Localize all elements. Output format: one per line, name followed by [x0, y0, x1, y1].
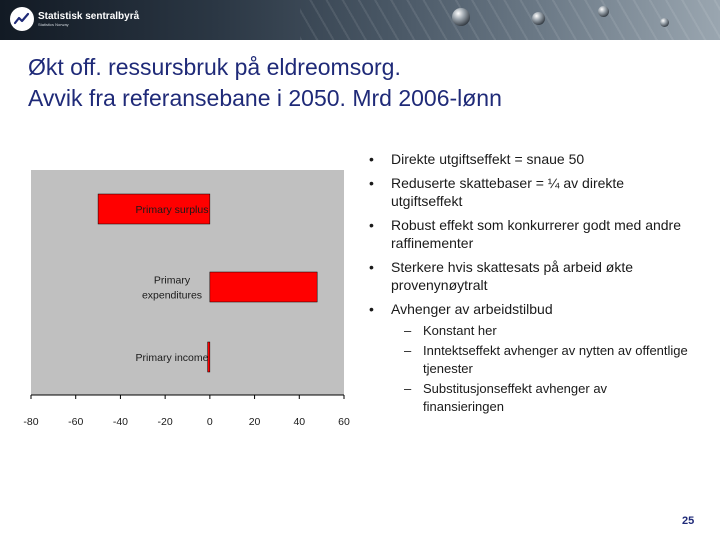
bullet-dot-icon: •: [369, 175, 374, 191]
dash-icon: –: [404, 343, 412, 358]
bullet-item: [368, 174, 688, 210]
page-number: 25: [682, 515, 695, 527]
x-tick-label: 40: [293, 416, 306, 428]
bullet-dot-icon: •: [369, 217, 374, 233]
category-label: Primary surplus: [135, 204, 209, 216]
sub-bullet-text: Konstant her: [423, 323, 497, 338]
bullet-item: [368, 258, 688, 294]
x-tick-label: 0: [206, 416, 213, 428]
bar-primary-expenditures: [210, 272, 317, 302]
dash-icon: –: [404, 323, 412, 338]
sub-bullet-item: [404, 342, 688, 378]
title-line-2: Avvik fra referansebane i 2050. Mrd 2006-lønn: [28, 85, 502, 111]
bullet-text: Robust effekt som konkurrerer godt med andre raffinementer: [391, 217, 682, 251]
bullet-item: [368, 150, 688, 168]
bullet-dot-icon: •: [369, 151, 374, 167]
bullet-text: Reduserte skattebaser = ¼ av direkte utgiftseffekt: [391, 175, 625, 209]
sub-bullet-list: [404, 322, 688, 416]
logo-subtitle: Statistics Norway: [38, 21, 69, 27]
category-label: Primary expenditures: [141, 274, 203, 302]
x-tick-label: -60: [68, 416, 84, 428]
bullet-text: Direkte utgiftseffekt = snaue 50: [391, 151, 585, 167]
bullet-dot-icon: •: [369, 259, 374, 275]
sub-bullet-text: Substitusjonseffekt avhenger av finansieringen: [423, 381, 608, 414]
sub-bullet-text: Inntektseffekt avhenger av nytten av offentlige tjenester: [423, 343, 688, 376]
bullet-text: Avhenger av arbeidstilbud: [391, 301, 553, 317]
title-line-1: Økt off. ressursbruk på eldreomsorg.: [28, 54, 401, 80]
x-tick-label: -40: [112, 416, 129, 428]
x-tick-label: -20: [157, 416, 173, 428]
x-tick-label: 20: [248, 416, 261, 428]
bullet-list: [368, 150, 688, 418]
bullet-text: Sterkere hvis skattesats på arbeid økte provenynøytralt: [391, 259, 633, 293]
bullet-dot-icon: •: [369, 301, 374, 317]
category-label: Primary income: [135, 352, 209, 364]
bullet-item: [368, 300, 688, 318]
sub-bullet-item: [404, 380, 688, 416]
bullet-item: [368, 216, 688, 252]
logo-title: Statistisk sentralbyrå: [38, 10, 140, 22]
dash-icon: –: [404, 381, 412, 396]
x-tick-label: 60: [338, 416, 350, 428]
x-tick-label: -80: [23, 416, 39, 428]
sub-bullet-item: [404, 322, 688, 340]
